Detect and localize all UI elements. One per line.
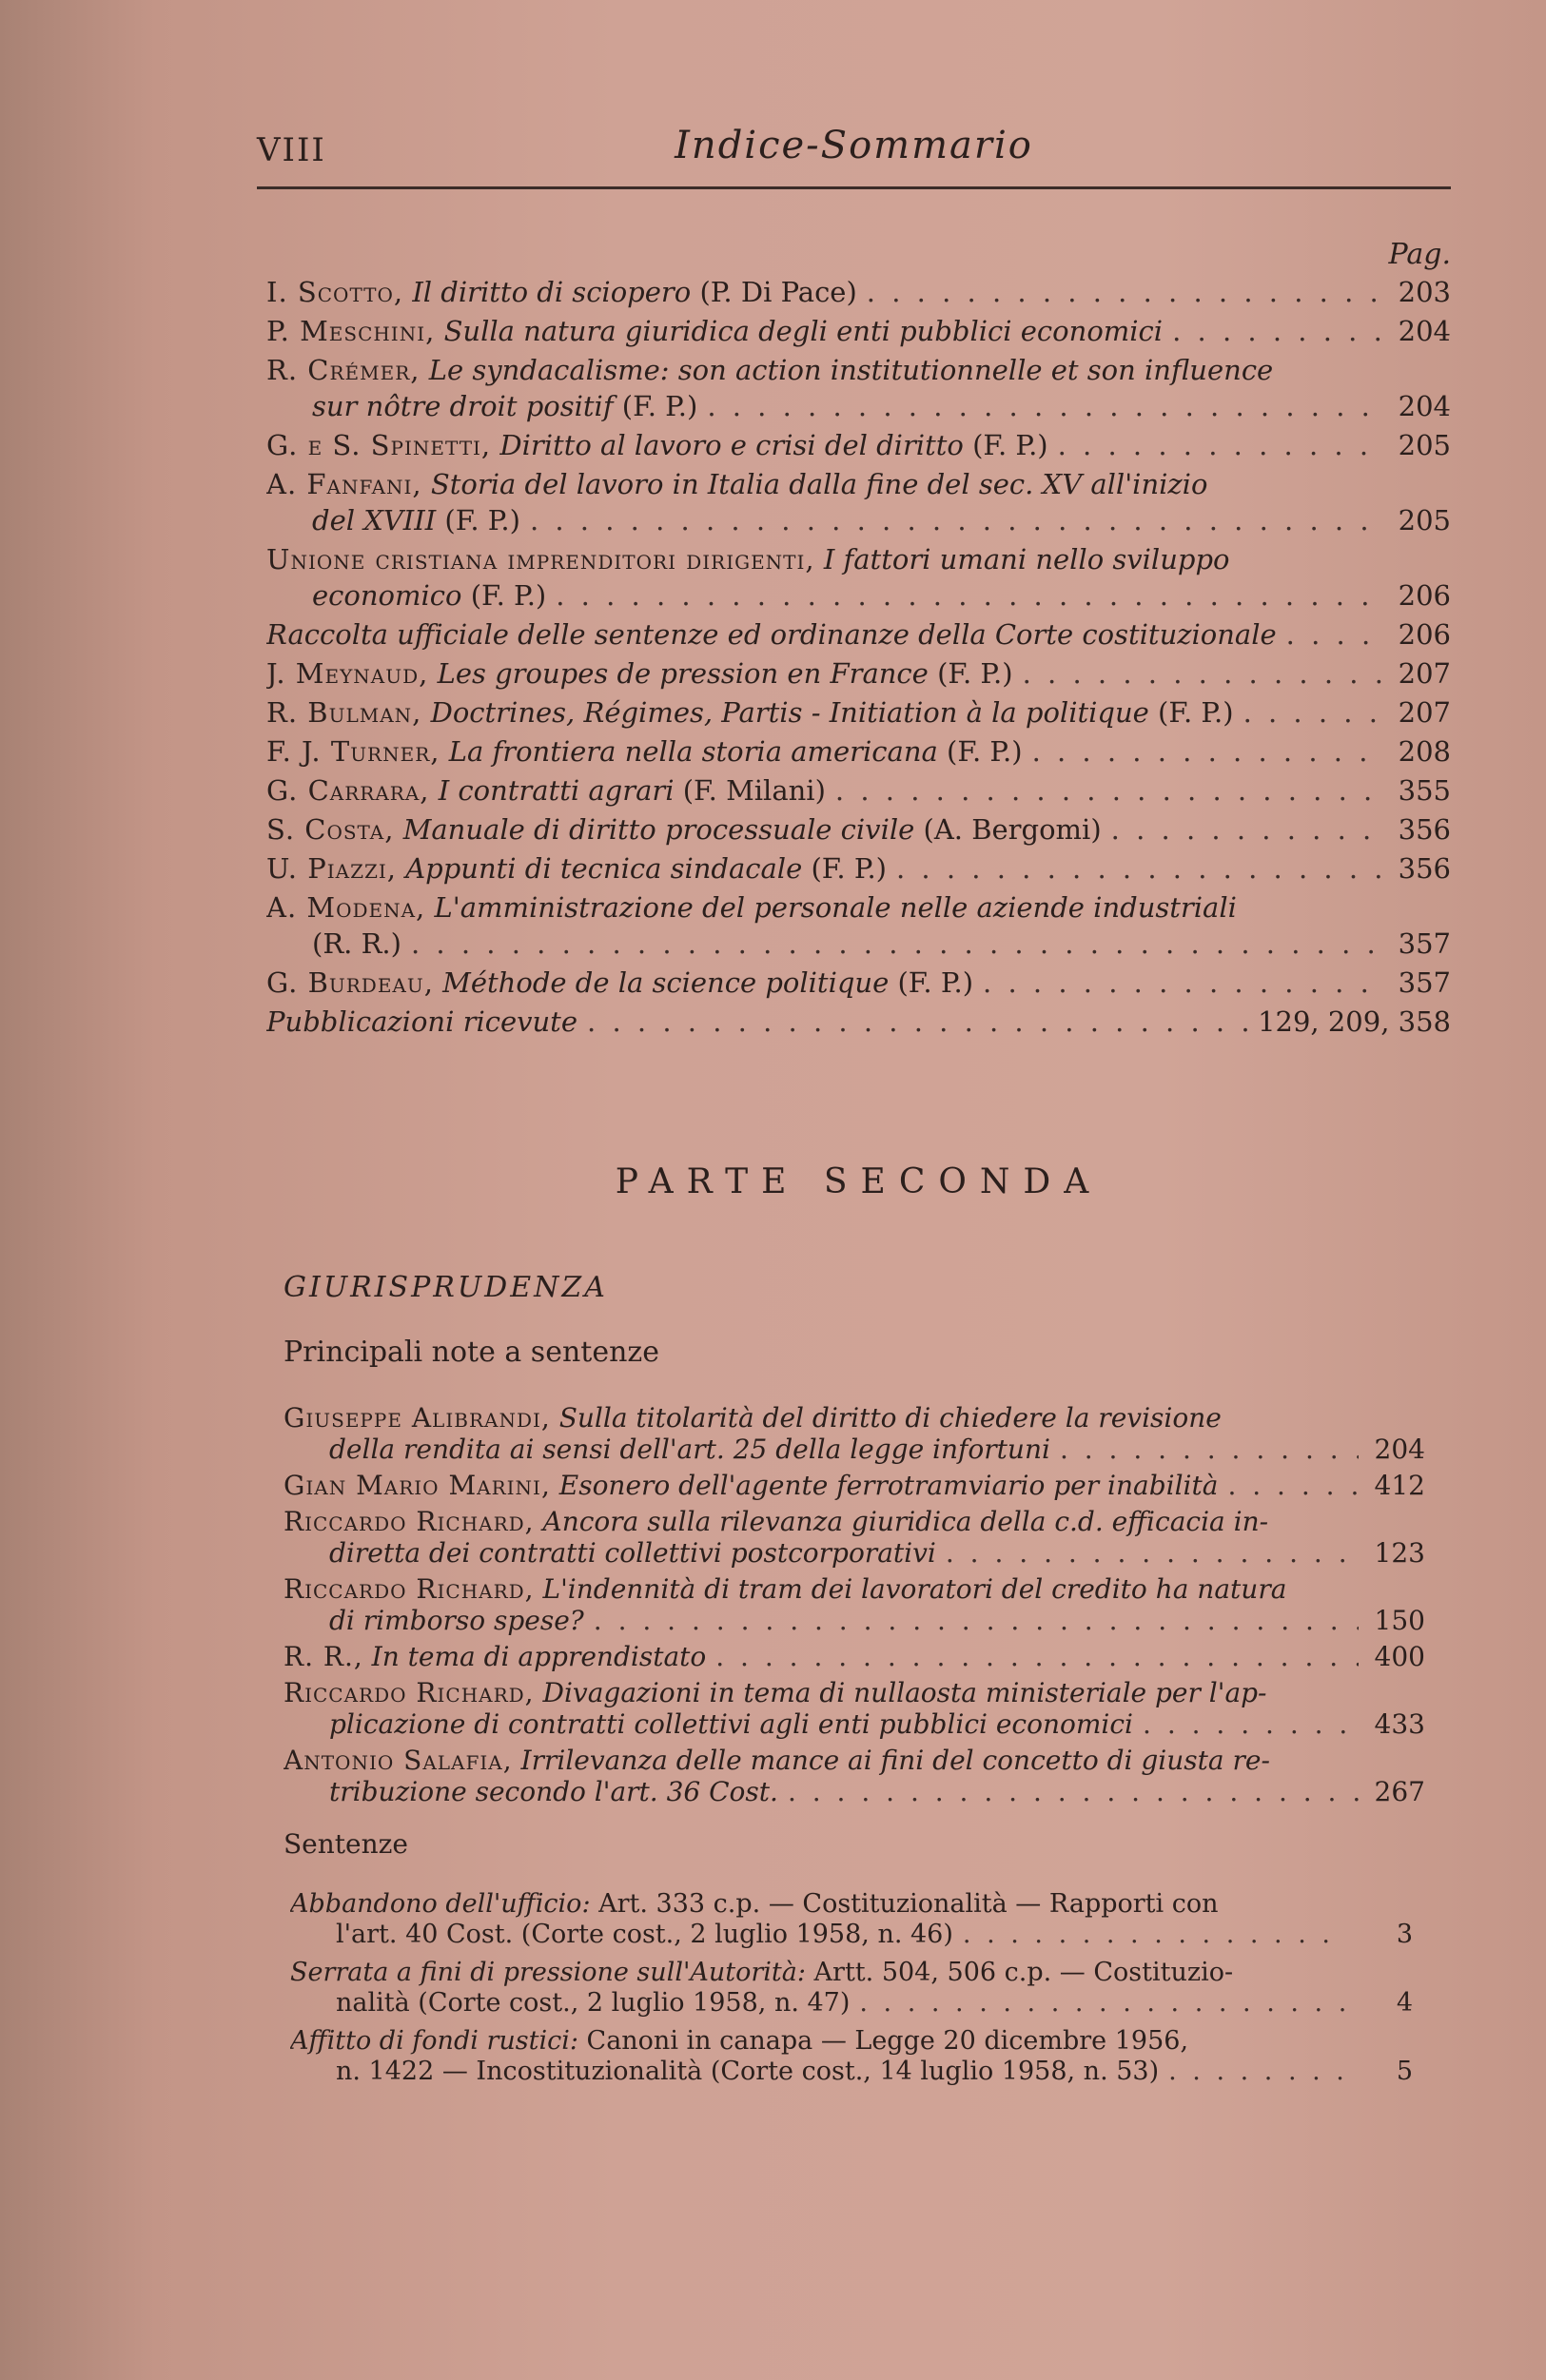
entry-text <box>329 1537 936 1569</box>
entry-title: del XVIII <box>312 504 437 536</box>
index-entry <box>284 1745 1425 1807</box>
entry-page-number: 205 <box>1398 504 1451 536</box>
dot-leader <box>1168 2057 1346 2087</box>
entry-page-number: 207 <box>1398 657 1451 690</box>
index-entry <box>284 1506 1425 1569</box>
entry-detail: Art. 333 c.p. — Costituzionalità — Rapporti con <box>598 1889 1219 1919</box>
entry-title: L'indennità di tram dei lavoratori del credito ha natura <box>542 1573 1287 1605</box>
entry-title: Storia del lavoro in Italia dalla fine del sec. XV all'inizio <box>430 468 1208 500</box>
entry-author: R. Bulman, <box>266 696 422 729</box>
index-entry <box>266 733 1451 770</box>
entry-text <box>329 1605 584 1636</box>
sentenze-index <box>290 1889 1413 2095</box>
entry-page-number: 355 <box>1398 774 1451 807</box>
entry-text <box>266 733 1023 770</box>
index-line <box>266 388 1451 424</box>
entry-author: Riccardo Richard, <box>284 1506 535 1537</box>
entry-text <box>290 1958 1233 1988</box>
running-title: Indice-Sommario <box>675 124 1033 167</box>
index-entry <box>284 1677 1425 1740</box>
dot-leader <box>946 1537 1359 1569</box>
entry-text <box>266 352 1273 388</box>
index-line <box>266 850 1451 887</box>
index-entry <box>290 2026 1413 2087</box>
entry-page-number: 3 <box>1396 1920 1413 1949</box>
entry-title: Les groupes de pression en France <box>437 657 929 690</box>
entry-text <box>290 2026 1188 2057</box>
index-line <box>266 1004 1451 1040</box>
entry-detail: (F. P.) <box>1158 696 1234 729</box>
entry-title: Affitto di fondi rustici: <box>290 2026 578 2056</box>
entry-author: G. e S. Spinetti, <box>266 429 492 461</box>
entry-author: R. Crémer, <box>266 354 421 386</box>
entry-title: Appunti di tecnica sindacale <box>405 852 803 885</box>
entry-detail: (F. P.) <box>811 852 887 885</box>
index-line <box>284 1708 1425 1740</box>
entry-text <box>266 466 1207 502</box>
dot-leader <box>1111 811 1384 848</box>
index-line <box>284 1605 1425 1636</box>
dot-leader <box>707 388 1384 424</box>
entry-title: Il diritto di sciopero <box>412 276 692 308</box>
entry-title: Divagazioni in tema di nullaosta ministeriale per l'ap- <box>542 1677 1267 1708</box>
dot-leader <box>896 850 1384 887</box>
index-line <box>290 1889 1413 1920</box>
entry-text <box>266 889 1237 926</box>
dot-leader <box>1032 733 1384 770</box>
entry-author: A. Fanfani, <box>266 468 422 500</box>
entry-page-number: 356 <box>1398 813 1451 846</box>
dot-leader <box>1143 1708 1359 1740</box>
entry-text <box>266 811 1102 848</box>
entry-detail: (F. P.) <box>621 390 698 422</box>
entry-detail: (F. P.) <box>972 429 1048 461</box>
index-entry <box>266 655 1451 692</box>
entry-detail: (R. R.) <box>312 927 401 960</box>
entry-page-number: 123 <box>1374 1537 1425 1569</box>
index-line <box>284 1506 1425 1537</box>
index-entry <box>284 1641 1425 1672</box>
entry-page-number: 356 <box>1398 852 1451 885</box>
index-line <box>284 1573 1425 1605</box>
index-line <box>266 772 1451 809</box>
entry-text <box>284 1470 1218 1501</box>
dot-leader <box>788 1776 1359 1807</box>
dot-leader <box>411 926 1384 962</box>
entry-page-number: 204 <box>1374 1434 1425 1465</box>
entry-page-number: 5 <box>1396 2057 1413 2086</box>
entry-title: diretta dei contratti collettivi postcorporativi <box>329 1537 936 1569</box>
dot-leader <box>963 1920 1346 1950</box>
entry-author: G. Burdeau, <box>266 966 434 999</box>
index-entry <box>266 811 1451 848</box>
entry-title: sur nôtre droit positif <box>312 390 614 422</box>
entry-title: plicazione di contratti collettivi agli enti pubblici economici <box>329 1708 1134 1740</box>
index-entry <box>266 274 1451 310</box>
index-line <box>290 2057 1413 2087</box>
entry-text <box>266 313 1163 349</box>
entry-title: In tema di apprendistato <box>371 1641 707 1672</box>
dot-leader <box>530 502 1384 538</box>
dot-leader <box>1023 655 1384 692</box>
entry-detail: (F. P.) <box>470 579 547 612</box>
entry-author: S. Costa, <box>266 813 395 846</box>
index-line <box>284 1537 1425 1569</box>
index-entry <box>266 965 1451 1001</box>
dot-leader <box>1243 694 1384 731</box>
entry-page-number: 412 <box>1374 1470 1425 1501</box>
entry-page-number: 357 <box>1398 966 1451 999</box>
entry-author: Unione cristiana imprenditori dirigenti, <box>266 543 815 575</box>
index-line <box>266 733 1451 770</box>
index-entry <box>266 541 1451 614</box>
dot-leader <box>1060 1434 1359 1465</box>
entry-author: A. Modena, <box>266 891 426 924</box>
index-line <box>266 466 1451 502</box>
index-entry <box>284 1402 1425 1465</box>
part-heading: PARTE SECONDA <box>615 1162 1103 1201</box>
entry-text <box>266 1004 577 1040</box>
entry-author: Gian Mario Marini, <box>284 1470 551 1501</box>
dot-leader <box>587 1004 1248 1040</box>
header-rule <box>257 186 1451 189</box>
entry-page-number: 267 <box>1374 1776 1425 1807</box>
index-line <box>284 1470 1425 1501</box>
entry-author: F. J. Turner, <box>266 735 440 768</box>
index-entry <box>266 772 1451 809</box>
entry-title: Méthode de la science politique <box>442 966 890 999</box>
index-entry <box>266 616 1451 653</box>
index-line <box>266 655 1451 692</box>
index-entry <box>266 466 1451 538</box>
index-line <box>266 274 1451 310</box>
dot-leader <box>594 1605 1359 1636</box>
entry-text <box>336 2057 1159 2087</box>
entry-title: Serrata a fini di pressione sull'Autorità: <box>290 1958 806 1987</box>
index-entry <box>266 427 1451 463</box>
index-line <box>284 1434 1425 1465</box>
entry-page-number: 206 <box>1398 618 1451 651</box>
entry-detail: (F. P.) <box>947 735 1023 768</box>
entry-text <box>329 1776 778 1807</box>
entry-author: Riccardo Richard, <box>284 1677 535 1708</box>
entry-title: Pubblicazioni ricevute <box>266 1005 578 1038</box>
index-line <box>284 1677 1425 1708</box>
sentenze-heading: Sentenze <box>284 1828 408 1860</box>
index-entry <box>284 1470 1425 1501</box>
index-line <box>266 427 1451 463</box>
entry-title: Le syndacalisme: son action institutionnelle et son influence <box>428 354 1274 386</box>
entry-title: della rendita ai sensi dell'art. 25 della legge infortuni <box>329 1434 1050 1465</box>
entry-page-number: 208 <box>1398 735 1451 768</box>
index-line <box>266 965 1451 1001</box>
entry-page-number: 357 <box>1398 927 1451 960</box>
entry-text <box>266 772 826 809</box>
entry-title: Irrilevanza delle mance ai fini del concetto di giusta re- <box>520 1745 1270 1776</box>
entry-detail: l'art. 40 Cost. (Corte cost., 2 luglio 1958, n. 46) <box>336 1920 953 1949</box>
index-line <box>290 1988 1413 2019</box>
index-line <box>266 502 1451 538</box>
entry-title: I contratti agrari <box>438 774 675 807</box>
entry-page-number: 400 <box>1374 1641 1425 1672</box>
dot-leader <box>867 274 1384 310</box>
dot-leader <box>1227 1470 1359 1501</box>
entry-detail: (F. P.) <box>897 966 974 999</box>
entry-page-number: 204 <box>1398 390 1451 422</box>
entry-detail: (F. P.) <box>444 504 520 536</box>
entry-detail: nalità (Corte cost., 2 luglio 1958, n. 47) <box>336 1988 851 2018</box>
entry-page-number: 207 <box>1398 696 1451 729</box>
entry-text <box>284 1641 706 1672</box>
part-one-index <box>266 274 1451 1043</box>
entry-detail: Artt. 504, 506 c.p. — Costituzio- <box>813 1958 1234 1987</box>
entry-title: La frontiera nella storia americana <box>448 735 938 768</box>
entry-text <box>266 655 1013 692</box>
index-entry <box>266 352 1451 424</box>
entry-page-number: 205 <box>1398 429 1451 461</box>
entry-text <box>329 1434 1050 1465</box>
entry-title: economico <box>312 579 462 612</box>
entry-title: Abbandono dell'ufficio: <box>290 1889 591 1919</box>
entry-detail: (F. Milani) <box>682 774 826 807</box>
sub-heading: Principali note a sentenze <box>284 1336 659 1369</box>
index-line <box>290 2026 1413 2057</box>
entry-text <box>266 965 973 1001</box>
dot-leader <box>715 1641 1359 1672</box>
entry-text <box>284 1677 1267 1708</box>
entry-text <box>266 541 1229 577</box>
index-line <box>284 1641 1425 1672</box>
dot-leader <box>1286 616 1384 653</box>
entry-text <box>284 1573 1286 1605</box>
index-line <box>266 616 1451 653</box>
page-number: VIII <box>257 131 326 169</box>
entry-text <box>336 1920 953 1950</box>
entry-detail: (P. Di Pace) <box>699 276 857 308</box>
index-entry <box>266 313 1451 349</box>
entry-text <box>284 1745 1270 1776</box>
entry-text <box>312 577 546 614</box>
index-entry <box>290 1889 1413 1950</box>
index-line <box>284 1776 1425 1807</box>
entry-text <box>312 926 401 962</box>
index-line <box>266 926 1451 962</box>
section-heading: GIURISPRUDENZA <box>284 1271 608 1304</box>
entry-author: Riccardo Richard, <box>284 1573 535 1605</box>
index-entry <box>266 694 1451 731</box>
index-line <box>266 352 1451 388</box>
dot-leader <box>556 577 1384 614</box>
index-entry <box>266 850 1451 887</box>
entry-text <box>266 616 1277 653</box>
entry-title: Diritto al lavoro e crisi del diritto <box>499 429 964 461</box>
entry-text <box>329 1708 1133 1740</box>
entry-page-number: 129, 209, 358 <box>1258 1005 1451 1038</box>
entry-page-number: 150 <box>1374 1605 1425 1636</box>
entry-title: Sulla natura giuridica degli enti pubblici economici <box>443 315 1164 347</box>
index-entry <box>290 1958 1413 2019</box>
entry-text <box>266 427 1048 463</box>
entry-title: Manuale di diritto processuale civile <box>402 813 915 846</box>
index-line <box>266 694 1451 731</box>
entry-author: G. Carrara, <box>266 774 430 807</box>
index-line <box>266 541 1451 577</box>
dot-leader <box>859 1988 1346 2019</box>
entry-author: J. Meynaud, <box>266 657 429 690</box>
index-line <box>266 811 1451 848</box>
index-line <box>266 577 1451 614</box>
notes-index <box>284 1402 1425 1812</box>
dot-leader <box>1172 313 1384 349</box>
entry-text <box>312 388 697 424</box>
entry-page-number: 203 <box>1398 276 1451 308</box>
dot-leader <box>983 965 1384 1001</box>
entry-text <box>284 1506 1268 1537</box>
index-entry <box>266 889 1451 962</box>
entry-text <box>284 1402 1222 1434</box>
entry-title: di rimborso spese? <box>329 1605 584 1636</box>
index-line <box>284 1745 1425 1776</box>
entry-title: Raccolta ufficiale delle sentenze ed ordinanze della Corte costituzionale <box>266 618 1277 651</box>
entry-author: Giuseppe Alibrandi, <box>284 1402 551 1434</box>
index-entry <box>284 1573 1425 1636</box>
entry-text <box>266 274 857 310</box>
entry-page-number: 433 <box>1374 1708 1425 1740</box>
index-line <box>266 313 1451 349</box>
pag-column-label: Pag. <box>1388 238 1451 271</box>
entry-text <box>290 1889 1219 1920</box>
index-line <box>284 1402 1425 1434</box>
entry-author: Antonio Salafia, <box>284 1745 513 1776</box>
entry-page-number: 206 <box>1398 579 1451 612</box>
index-line <box>290 1920 1413 1950</box>
entry-author: U. Piazzi, <box>266 852 397 885</box>
entry-text <box>336 1988 850 2019</box>
entry-text <box>266 850 887 887</box>
index-line <box>266 889 1451 926</box>
entry-title: I fattori umani nello sviluppo <box>823 543 1230 575</box>
entry-author: I. Scotto, <box>266 276 404 308</box>
entry-title: Esonero dell'agente ferrotramviario per inabilità <box>558 1470 1219 1501</box>
entry-detail: n. 1422 — Incostituzionalità (Corte cost., 14 luglio 1958, n. 53) <box>336 2057 1160 2086</box>
entry-text <box>266 694 1234 731</box>
entry-title: Sulla titolarità del diritto di chiedere la revisione <box>558 1402 1222 1434</box>
entry-detail: (A. Bergomi) <box>923 813 1102 846</box>
dot-leader <box>835 772 1384 809</box>
entry-title: Ancora sulla rilevanza giuridica della c.d. efficacia in- <box>542 1506 1269 1537</box>
entry-page-number: 204 <box>1398 315 1451 347</box>
entry-text <box>312 502 520 538</box>
index-line <box>290 1958 1413 1988</box>
index-entry <box>266 1004 1451 1040</box>
entry-detail: Canoni in canapa — Legge 20 dicembre 1956, <box>586 2026 1189 2056</box>
entry-detail: (F. P.) <box>937 657 1013 690</box>
entry-title: Doctrines, Régimes, Partis - Initiation à la politique <box>430 696 1149 729</box>
page-header <box>257 124 1451 190</box>
dot-leader <box>1058 427 1384 463</box>
entry-title: L'amministrazione del personale nelle aziende industriali <box>434 891 1237 924</box>
entry-title: tribuzione secondo l'art. 36 Cost. <box>329 1776 778 1807</box>
entry-author: R. R., <box>284 1641 363 1672</box>
entry-page-number: 4 <box>1396 1988 1413 2018</box>
entry-author: P. Meschini, <box>266 315 436 347</box>
